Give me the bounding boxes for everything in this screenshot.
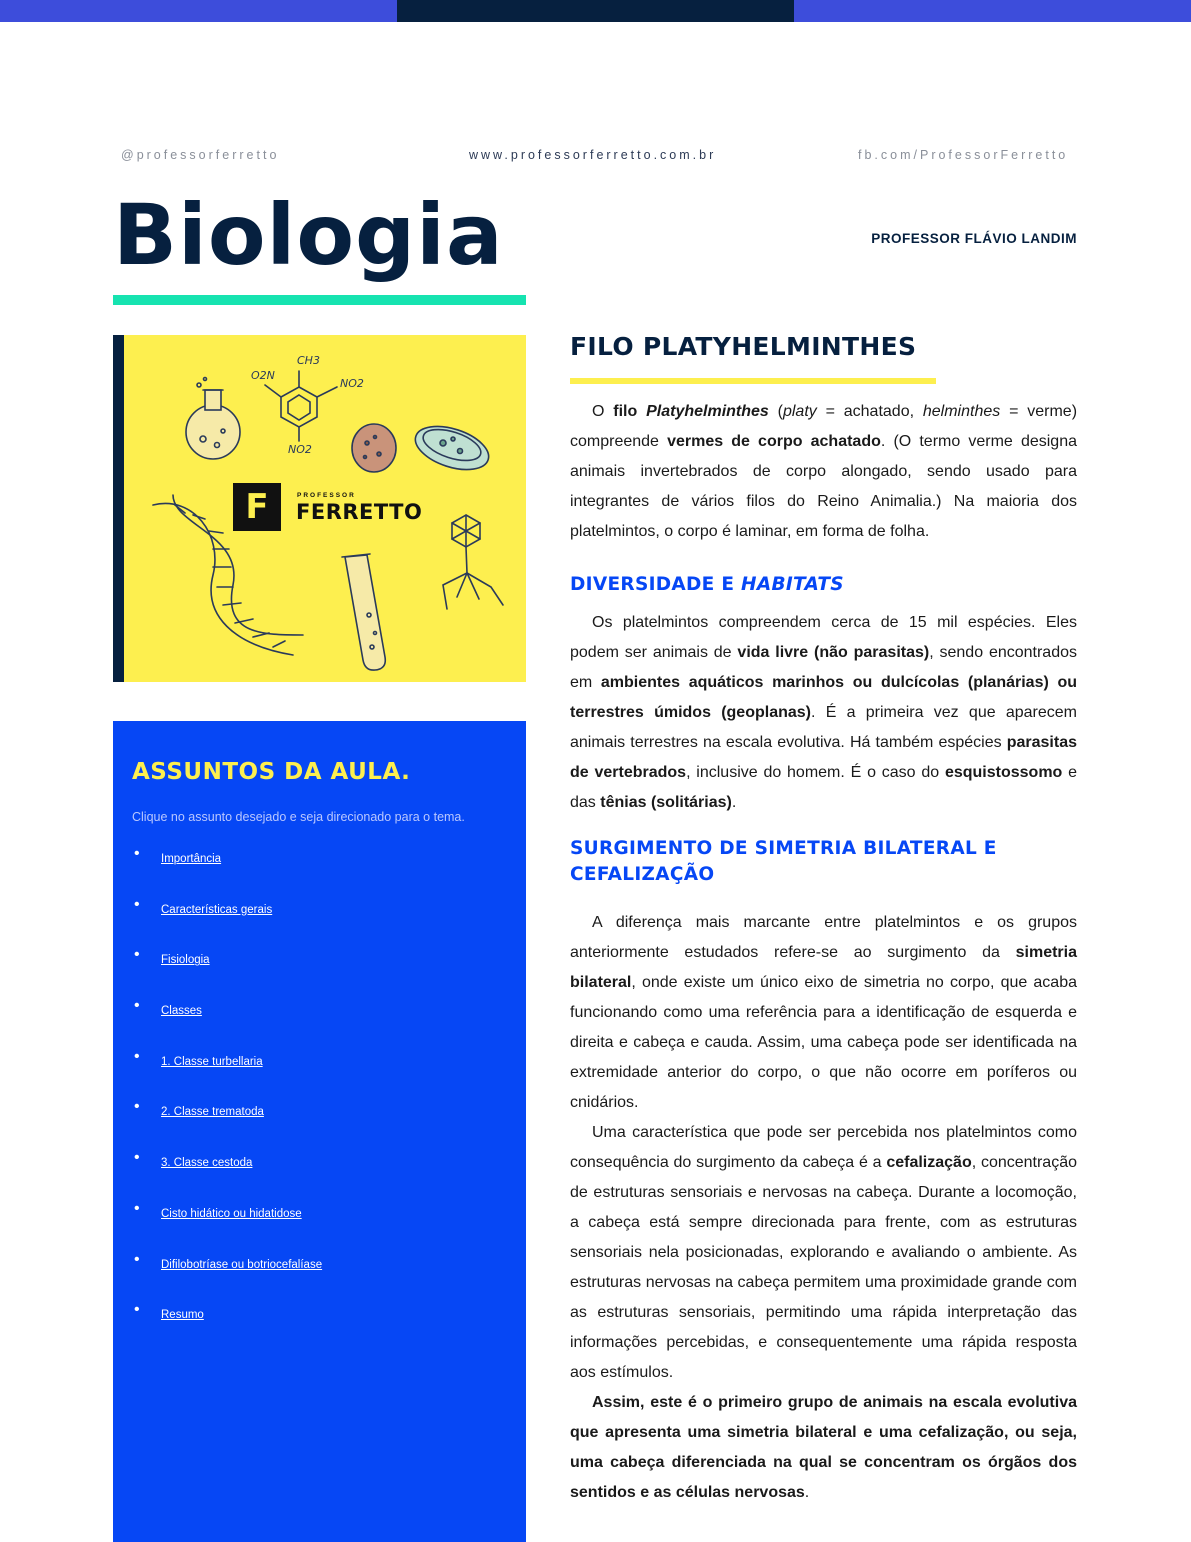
simetria-paragraph [570,908,1077,1118]
website-link[interactable]: www.professorferretto.com.br [469,148,717,162]
bullet-icon: • [134,1199,140,1217]
top-color-bar [0,0,1191,22]
professor-name: PROFESSOR FLÁVIO LANDIM [871,231,1077,246]
topics-panel [113,721,526,1542]
cefalizacao-paragraph [570,1118,1077,1388]
top-bar-segment-center [397,0,794,22]
logo-big-text: FERRETTO [296,500,423,524]
intro-bold-italic: Platyhelminthes [646,403,769,420]
intro-text: . (O termo verme designa animais invertebrados de corpo alongado, sendo usado para integrantes de vários filos do Reino Animalia.) Na maioria dos platelmintos, o corpo é laminar, em forma de folha. [570,433,1077,540]
conclusion-paragraph [570,1388,1077,1508]
molecule-label-ch3: CH3 [297,354,320,367]
ferretto-logo-mark [233,483,281,531]
topics-subtitle: Clique no assunto desejado e seja direcionado para o tema. [132,810,465,824]
instagram-handle[interactable]: @professorferretto [121,148,280,162]
list-item [132,1047,322,1103]
paragraph-text: . É a primeira vez que aparecem animais terrestres na escala evolutiva. Há também espécies [570,704,1077,751]
bullet-icon: • [134,997,140,1015]
article-title-underline [570,378,936,384]
paragraph-bold: Assim, este é o primeiro grupo de animais na escala evolutiva que apresenta uma simetria bilateral e uma cefalização, ou seja, uma cabeça diferenciada na qual se concentram os órgãos dos sentidos e as células nervosas [570,1394,1077,1501]
logo-small-text: PROFESSOR [297,492,356,499]
molecule-label-no2-right: NO2 [340,377,364,390]
paragraph-text: . [804,1484,810,1501]
section-heading-diversidade [570,572,1077,598]
top-bar-segment-left [0,0,397,22]
paragraph-bold: simetria bilateral [570,944,1077,991]
bullet-icon: • [134,1047,140,1065]
intro-text: = verme) compreende [570,403,1078,450]
topic-link-trematoda[interactable]: 2. Classe trematoda [161,1106,264,1119]
intro-bold: vermes de corpo achatado [667,433,881,450]
topic-link-turbellaria[interactable]: 1. Classe turbellaria [161,1055,263,1068]
list-item [132,1199,322,1255]
paragraph-text: , inclusive do homem. É o caso do [686,764,945,781]
subject-title: Biologia [113,186,504,284]
paragraph-bold: tênias (solitárias) [600,794,732,811]
flask-icon [186,378,240,460]
list-item [132,1301,322,1356]
paragraph-text: . [731,794,737,811]
cover-illustration [113,335,526,682]
paragraph-bold: cefalização [886,1154,972,1171]
topic-list [132,845,323,1356]
paragraph-text: Uma característica que pode ser percebida nos platelmintos como consequência do surgimento da cabeça é a [570,1124,1077,1171]
intro-text: ( [768,403,783,420]
paragraph-bold: vida livre (não parasitas) [737,644,930,661]
facebook-link[interactable]: fb.com/ProfessorFerretto [858,148,1069,162]
list-item [132,845,322,900]
virus-icon [443,515,503,609]
paragraph-text: e das [570,764,1078,811]
heading-text: DIVERSIDADE E [570,574,742,595]
list-item [132,1098,322,1153]
topic-link-difilobotriase[interactable]: Difilobotríase ou botriocefalíase [161,1258,323,1271]
bullet-icon: • [134,1301,140,1319]
paragraph-text: , sendo encontrados em [570,644,1078,691]
molecule-label-no2-bottom: NO2 [288,443,312,456]
intro-paragraph [570,397,1077,547]
intro-bold: filo [613,403,647,420]
paragraph-text: Os platelmintos compreendem cerca de 15 mil espécies. Eles podem ser animais de [570,614,1077,661]
topic-link-importancia[interactable]: Importância [161,853,222,865]
bullet-icon: • [134,845,140,862]
section-heading-simetria: SURGIMENTO DE SIMETRIA BILATERAL E CEFALIZAÇÃO [570,838,997,885]
paragraph-bold: parasitas de vertebrados [570,734,1077,781]
topic-link-classes[interactable]: Classes [161,1005,202,1018]
bullet-icon: • [134,895,140,913]
topic-link-fisiologia[interactable]: Fisiologia [161,954,210,967]
paragraph-bold: esquistossomo [944,764,1063,781]
bullet-icon: • [134,946,140,964]
list-item [132,895,322,951]
cell-icon [352,424,396,472]
article [570,330,1077,1508]
intro-italic: helminthes [922,403,1001,420]
list-item [132,1149,322,1204]
intro-italic: platy [782,403,817,420]
paragraph-text: , onde existe um único eixo de simetria no corpo, que acaba funcionando como uma referência para a identificação de esquerda e direita e cabeça e cauda. Assim, uma cabeça pode ser identificada na extremidade anterior do corpo, o que não ocorre em poríferos ou cnidários. [570,974,1077,1111]
list-item [132,946,322,1001]
topics-title: ASSUNTOS DA AULA. [132,759,411,785]
bullet-icon: • [134,1250,140,1268]
article-title: FILO PLATYHELMINTHES [570,332,917,361]
paragraph-bold: ambientes aquáticos marinhos ou dulcícolas (planárias) ou terrestres úmidos (geoplanas) [570,674,1078,721]
molecule-icon [265,371,337,441]
molecule-label-o2n: O2N [251,369,275,382]
topic-link-resumo[interactable]: Resumo [161,1309,204,1322]
bullet-icon: • [134,1149,140,1167]
petri-dish-icon [410,418,494,478]
intro-text: = achatado, [816,403,923,420]
top-bar-segment-right [794,0,1191,22]
topic-link-cestoda[interactable]: 3. Classe cestoda [161,1157,253,1170]
test-tube-icon [342,554,385,670]
list-item [132,997,322,1052]
paragraph-text: , concentração de estruturas sensoriais e nervosas na cabeça. Durante a locomoção, a cabeça está sempre direcionada para frente, com as estruturas sensoriais nela posicionadas, explorando e avaliando o ambiente. As estruturas nervosas na cabeça permitem uma proximidade grande com as estruturas sensoriais, permitindo uma rápida interpretação das informações percebidas, e consequentemente uma rápida resposta aos estímulos. [570,1154,1078,1381]
heading-italic: HABITATS [741,574,844,595]
list-item [132,1250,323,1306]
topic-link-caracteristicas[interactable]: Características gerais [161,903,273,916]
paragraph-text: A diferença mais marcante entre platelmintos e os grupos anteriormente estudados refere-se ao surgimento da [570,914,1077,961]
topic-link-hidatidose[interactable]: Cisto hidático ou hidatidose [161,1207,302,1220]
title-underline [113,295,526,305]
diversidade-paragraph [570,608,1077,818]
logo-letter: F [245,487,269,527]
intro-text: O [592,403,614,420]
bullet-icon: • [134,1098,140,1116]
